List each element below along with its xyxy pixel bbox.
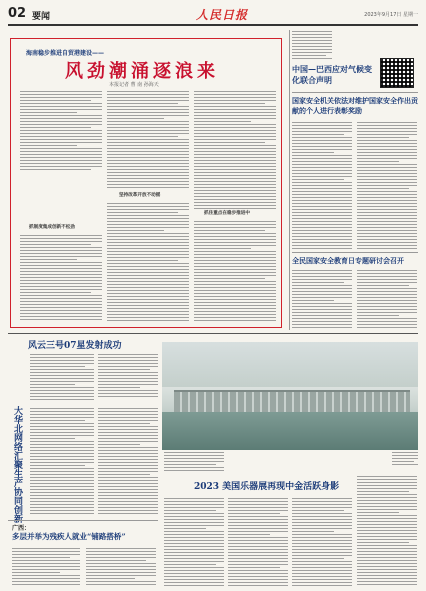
right-article-text-d xyxy=(357,270,417,330)
bottom-left-headline: 多层并举为残疾人就业“铺路搭桥” xyxy=(12,532,126,541)
middle-vertical-title: 大华北网络汇聚生产协同创新 xyxy=(12,406,22,523)
page-number: 02 xyxy=(8,6,27,21)
lead-story-box xyxy=(10,38,282,328)
middle-feature-text-b xyxy=(98,408,158,518)
photo-hills xyxy=(162,342,418,387)
lead-subhead-1: 抓制度集成创新不松劲 xyxy=(29,225,75,230)
bottom-center-text-c xyxy=(292,498,352,588)
middle-short-text-a xyxy=(30,354,94,402)
right-headline-1: 中国—巴西应对气候变化联合声明 xyxy=(292,64,372,85)
bottom-left-text-a xyxy=(12,548,80,588)
lead-subhead-3: 抓住重点在稳步推进中 xyxy=(204,211,250,216)
bottom-center-headline: 2023 美国乐器展再现中金活跃身影 xyxy=(194,482,340,492)
middle-headline-short: 风云三号07星发射成功 xyxy=(28,341,122,351)
bottom-right-text xyxy=(357,476,417,588)
lead-title: 风劲潮涌逐浪来 xyxy=(65,61,219,82)
newspaper-logo: 人民日报 xyxy=(196,8,249,22)
right-rule-2 xyxy=(292,252,418,253)
lead-byline: 本报记者 曹 南 孙海天 xyxy=(109,82,159,88)
lead-column-1b xyxy=(20,235,102,323)
masthead-divider xyxy=(8,24,418,26)
photo-water xyxy=(162,412,418,450)
photo-caption xyxy=(392,452,418,472)
qr-code-icon xyxy=(380,58,414,88)
lead-column-3b xyxy=(194,221,276,323)
right-article-text-b xyxy=(357,122,417,252)
right-column-divider xyxy=(289,30,290,330)
right-rule-1 xyxy=(292,92,418,93)
section-name: 要闻 xyxy=(32,12,51,22)
bottom-band-rule xyxy=(8,520,158,521)
middle-short-text-b xyxy=(98,354,158,402)
right-article-text-a xyxy=(292,122,352,252)
bottom-left-kicker: 广西： xyxy=(12,525,31,532)
right-headline-2: 国家安全机关依法对维护国家安全作出贡献的个人进行表彰奖励 xyxy=(292,96,418,115)
photo-dam xyxy=(174,390,410,412)
lead-column-2 xyxy=(107,91,189,191)
middle-band-rule xyxy=(8,333,418,334)
bottom-center-text-b xyxy=(228,498,288,588)
bottom-center-text-a xyxy=(164,498,224,588)
lead-subhead-2: 坚持改革开放不动摇 xyxy=(119,193,161,198)
feature-photo xyxy=(162,342,418,450)
bottom-left-text-b xyxy=(86,548,156,588)
lead-column-3 xyxy=(194,91,276,211)
right-top-text xyxy=(292,31,332,64)
right-headline-3: 全民国家安全教育日专题研讨会召开 xyxy=(292,256,404,265)
lead-kicker: 海南稳步推进自贸港建设—— xyxy=(26,50,105,57)
right-article-text-c xyxy=(292,270,352,330)
masthead xyxy=(8,6,418,24)
lead-column-2b xyxy=(107,203,189,323)
middle-feature-text-a xyxy=(30,408,94,518)
bottom-center-text-top xyxy=(164,452,224,474)
issue-date: 2023年9月17日 星期一 xyxy=(364,12,418,18)
